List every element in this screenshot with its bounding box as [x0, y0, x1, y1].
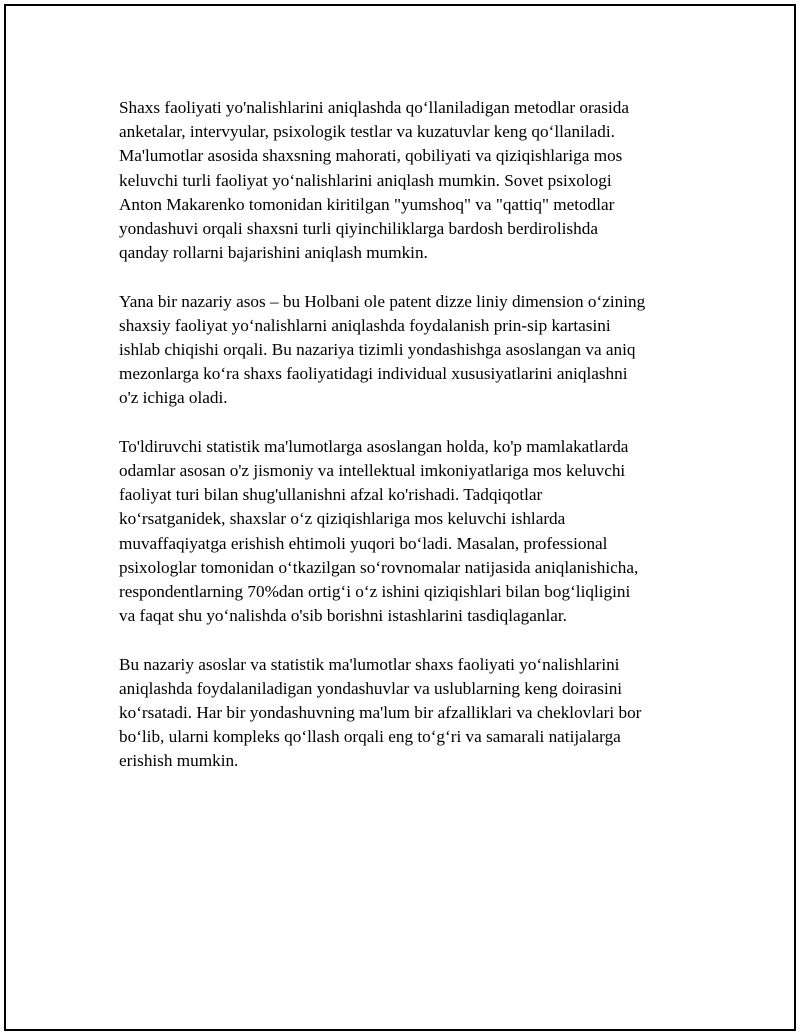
document-body [119, 96, 699, 798]
paragraph-4: Bu nazariy asoslar va statistik ma'lumotlar shaxs faoliyati yo‘nalishlarini aniqlashda foydalaniladigan yondashuvlar va uslublarning keng doirasini ko‘rsatadi. Har bir yondashuvning ma'lum bir afzalliklari va cheklovlari bor bo‘lib, ularni kompleks qo‘llash orqali eng to‘g‘ri va samarali natijalarga erishish mumkin. [119, 654, 642, 771]
paragraph-2: Yana bir nazariy asos – bu Holbani ole patent dizze liniy dimension o‘zining shaxsiy faoliyat yo‘nalishlarni aniqlashda foydalanish prin-sip kartasini ishlab chiqishi orqali. Bu nazariya tizimli yondashishga asoslangan va aniq mezonlarga ko‘ra shaxs faoliyatidagi individual xususiyatlarini aniqlashni o'z ichiga oladi. [119, 291, 646, 408]
paragraph-3: To'ldiruvchi statistik ma'lumotlarga asoslangan holda, ko'p mamlakatlarda odamlar asosan o'z jismoniy va intellektual imkoniyatlariga mos keluvchi faoliyat turi bilan shug'ullanishni afzal ko'rishadi. Tadqiqotlar ko‘rsatganidek, shaxslar o‘z qiziqishlariga mos keluvchi ishlarda muvaffaqiyatga erishish ehtimoli yuqori bo‘ladi. Masalan, professional psixologlar tomonidan o‘tkazilgan so‘rovnomalar natijasida aniqlanishicha, respondentlarning 70%dan ortig‘i o‘z ishini qiziqishlari bilan bog‘liqligini va faqat shu yo‘nalishda o'sib borishni istashlarini tasdiqlaganlar. [119, 436, 639, 626]
document-page [4, 4, 796, 1031]
paragraph-1: Shaxs faoliyati yo'nalishlarini aniqlashda qo‘llaniladigan metodlar orasida anketalar, intervyular, psixologik testlar va kuzatuvlar keng qo‘llaniladi. Ma'lumotlar asosida shaxsning mahorati, qobiliyati va qiziqishlariga mos keluvchi turli faoliyat yo‘nalishlarini aniqlash mumkin. Sovet psixologi Anton Makarenko tomonidan kiritilgan "yumshoq" va "qattiq" metodlar yondashuvi orqali shaxsni turli qiyinchiliklarga bardosh berdirolishda qanday rollarni bajarishini aniqlash mumkin. [119, 98, 629, 263]
